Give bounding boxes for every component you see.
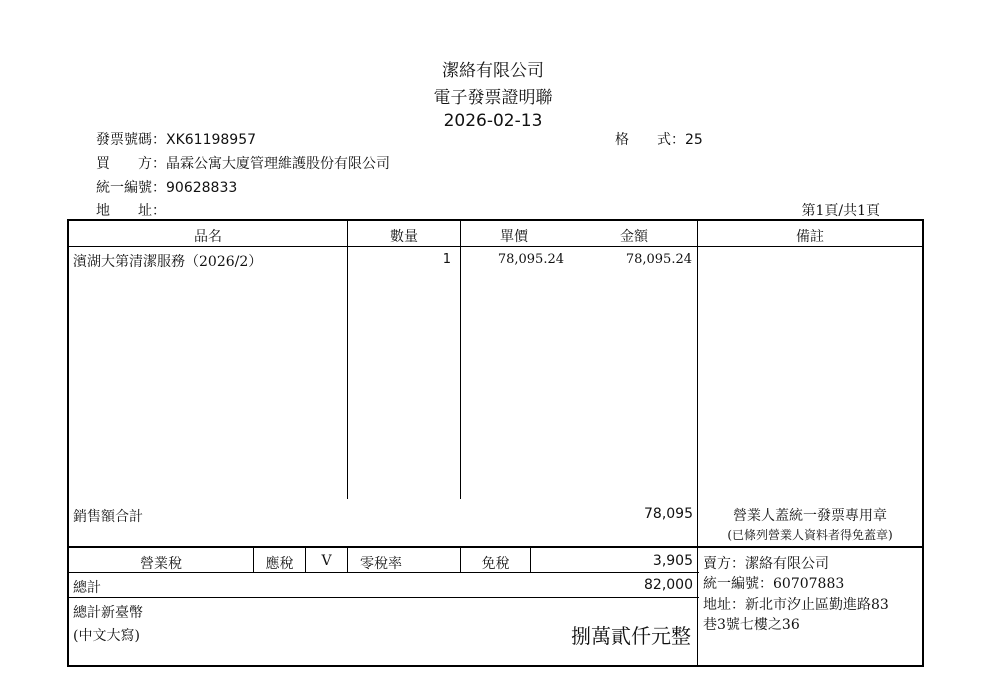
buyer-tax-id: 90628833: [166, 180, 238, 196]
buyer-label: 買 方：: [96, 156, 166, 172]
format-label: 格 式：: [615, 132, 685, 148]
address-label: 地 址：: [96, 203, 166, 219]
twd-label: 總計新臺幣: [73, 605, 143, 621]
seller-name: 賣方：潔絡有限公司: [703, 556, 829, 572]
item-amount: 78,095.24: [625, 252, 692, 267]
buyer-name: 晶霖公寓大廈管理維護股份有限公司: [166, 156, 390, 172]
invoice-number-label: 發票號碼：: [96, 132, 166, 148]
format-value: 25: [685, 132, 703, 148]
zero-rate-label: 零稅率: [360, 556, 402, 572]
header-unit-price: 單價: [500, 229, 528, 245]
document-title: 電子發票證明聯: [433, 88, 553, 108]
tax-amount: 3,905: [652, 553, 693, 569]
item-name: 濱湖大第清潔服務（2026/2）: [73, 254, 263, 270]
total-label: 總計: [73, 580, 101, 596]
item-unit-price: 78,095.24: [497, 252, 564, 267]
subtotal-label: 銷售額合計: [73, 509, 143, 525]
seller-address-line1: 地址：新北市汐止區勤進路83: [703, 597, 889, 613]
subtotal-value: 78,095: [644, 506, 693, 522]
header-item: 品名: [194, 229, 222, 245]
tax-label: 營業稅: [140, 556, 182, 572]
buyer-row: [96, 153, 390, 173]
stamp-subnote: (已條列營業人資料者得免蓋章): [727, 528, 893, 542]
taxable-label: 應稅: [265, 556, 294, 572]
header-qty: 數量: [390, 229, 418, 245]
stamp-note: 營業人蓋統一發票專用章: [733, 508, 887, 524]
invoice-number: XK61198957: [166, 132, 257, 148]
tax-id-row: [96, 177, 237, 197]
seller-address-line2: 巷3號七樓之36: [703, 617, 800, 633]
invoice-date: 2026-02-13: [443, 111, 543, 131]
twd-amount-chinese: 捌萬貳仟元整: [571, 624, 691, 648]
tax-id-label: 統一編號：: [96, 180, 166, 196]
company-name: 潔絡有限公司: [442, 61, 544, 81]
twd-sublabel: (中文大寫): [73, 628, 140, 644]
exempt-label: 免稅: [481, 556, 510, 572]
header-remarks: 備註: [796, 229, 824, 245]
taxable-mark: V: [321, 553, 332, 569]
total-value: 82,000: [644, 577, 693, 593]
page-indicator: 第1頁/共1頁: [801, 203, 880, 219]
item-qty: 1: [442, 252, 451, 267]
format-row: [615, 129, 703, 149]
seller-tax-id: 統一編號：60707883: [703, 576, 845, 592]
header-amount: 金額: [620, 229, 648, 245]
invoice-number-row: [96, 129, 256, 149]
address-row: [96, 200, 166, 220]
